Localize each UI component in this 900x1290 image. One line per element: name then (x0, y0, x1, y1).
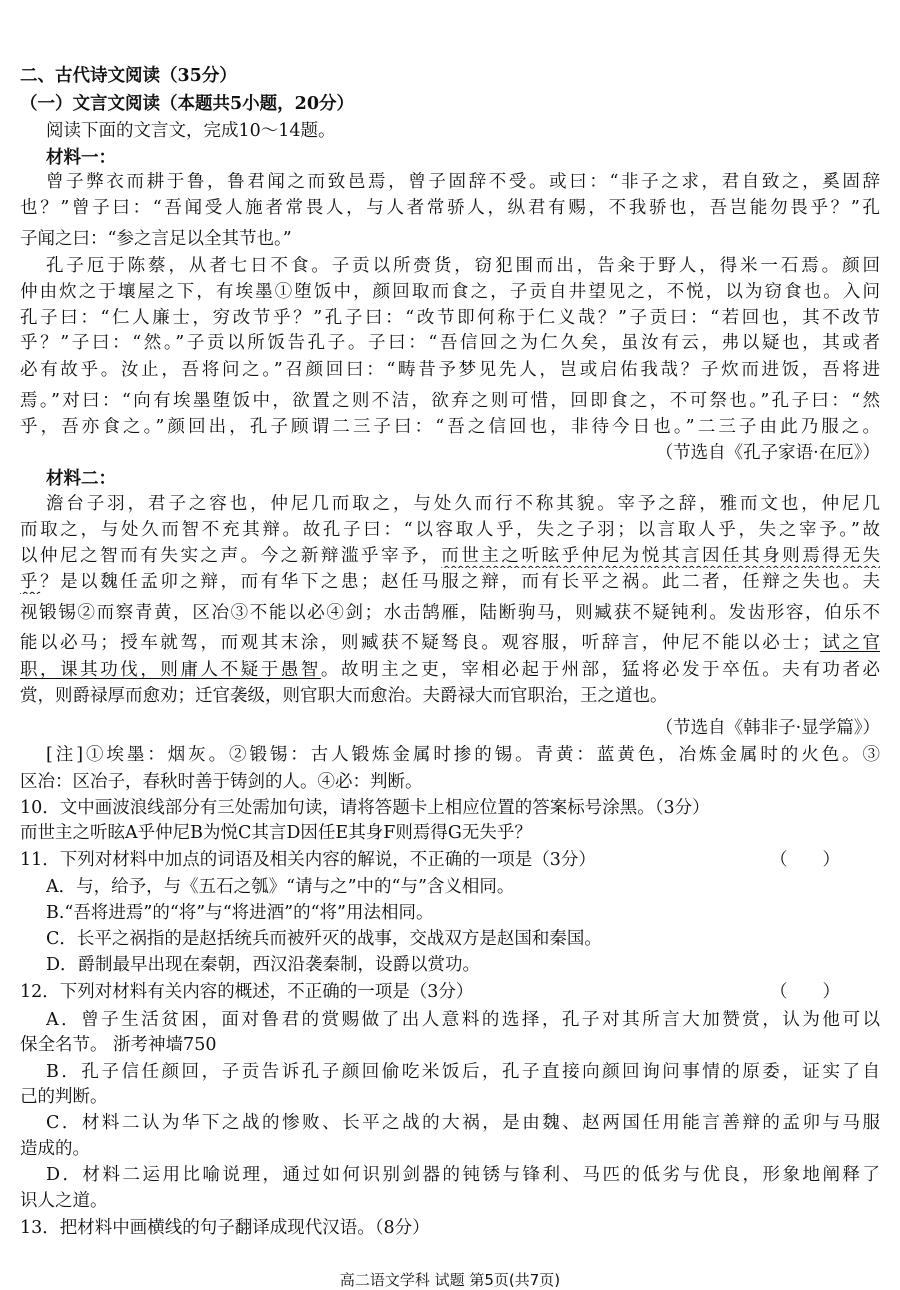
material2-label: 材料二： (46, 469, 116, 489)
material2-line: 乎？是以魏任孟卯之辩，而有华下之患；赵任马服之辩，而有长平之祸。此二者，任辩之失也。夫 (20, 572, 880, 592)
q11-option-c: C．长平之祸指的是赵括统兵而被歼灭的战事，交战双方是赵国和秦国。 (46, 929, 602, 949)
material2-line: 视锻锡②而察青黄，区冶③不能以必④剑；水击鹄雁，陆断驹马，则臧获不疑钝利。发齿形容，伯乐不 (20, 603, 880, 623)
q12-option-a-cont: 保全名节。 浙考神墙750 (20, 1035, 217, 1055)
material1-source: （节选自《孔子家语·在厄》） (655, 443, 880, 463)
underlined-text: 职，课其功伐，则庸人不疑于愚智 (20, 660, 321, 680)
material1-line: 子闻之曰：“参之言足以全其节也。” (20, 229, 292, 249)
material1-line: 必有故乎。汝止，吾将问之。”召颜回曰：“畴昔予梦见先人，岂或启佑我哉？子炊而进饭，吾将进 (20, 360, 880, 380)
material1-line: 乎？”子曰：“然。”子贡以所饭告孔子。子曰：“吾信回之为仁久矣，虽汝有云，弗以疑也，其或者 (20, 333, 880, 353)
wavy-underline-text: 乎 (20, 572, 41, 592)
question-11-stem: 11．下列对材料中加点的词语及相关内容的解说，不正确的一项是（3分） (20, 850, 596, 870)
section-title: 二、古代诗文阅读（35分） (20, 66, 237, 86)
material2-line: 而取之，与处久而智不充其辩。故孔子曰：“以容取人乎，失之子羽；以言取人乎，失之宰予。”故 (20, 520, 880, 540)
underlined-text: 试之官 (819, 633, 880, 653)
material1-line: 也？”曾子曰：“吾闻受人施者常畏人，与人者常骄人，纵君有赐，不我骄也，吾岂能勿畏乎？”孔 (20, 198, 880, 218)
q12-option-c-cont: 造成的。 (20, 1139, 90, 1159)
q12-option-d-cont: 识人之道。 (20, 1191, 108, 1211)
q12-option-b-cont: 己的判断。 (20, 1087, 108, 1107)
material1-line: 焉。”对曰：“向有埃墨堕饭中，欲置之则不洁，欲弃之则可惜，回即食之，不可祭也。”孔子曰：“然 (20, 391, 880, 411)
material1-line: 孔子曰：“仁人廉士，穷改节乎？”孔子曰：“改节即何称于仁义哉？”子贡曰：“若回也，其不改节 (20, 308, 880, 328)
notes-line: [注]①埃墨：烟灰。②锻锡：古人锻炼金属时掺的锡。青黄：蓝黄色，冶炼金属时的火色。③ (46, 745, 880, 765)
q12-option-a: A．曾子生活贫困，面对鲁君的赏赐做了出人意料的选择，孔子对其所言大加赞赏，认为他可以 (46, 1010, 880, 1030)
page-footer: 高二语文学科 试题 第5页(共7页) (339, 1271, 561, 1289)
material1-line: 乎，吾亦食之。”颜回出，孔子顾谓二三子曰：“吾之信回也，非待今日也。”二三子由此乃服之。 (20, 417, 880, 437)
material1-line: 曾子弊衣而耕于鲁，鲁君闻之而致邑焉，曾子固辞不受。或曰：“非子之求，君自致之，奚固辞 (46, 172, 880, 192)
material2-line: 赏，则爵禄厚而愈劝；迁官袭级，则官职大而愈治。夫爵禄大而官职治，王之道也。 (20, 686, 668, 706)
wavy-underline-text: 而世主之听眩乎仲尼为悦其言因任其身则焉得无失 (441, 546, 880, 566)
material2-line: 能以必马；授车就驾，而观其末涂，则臧获不疑驽良。观容服，听辞言，仲尼不能以必士；试之官 (20, 633, 880, 653)
question-10-stem: 10．文中画波浪线部分有三处需加句读，请将答题卡上相应位置的答案标号涂黑。（3分） (20, 798, 710, 818)
answer-bracket: （ ） (770, 850, 840, 870)
q12-option-b: B．孔子信任颜回，子贡告诉孔子颜回偷吃米饭后，孔子直接向颜回询问事情的原委，证实了自 (46, 1062, 880, 1082)
q11-option-a: A．与，给予，与《五石之瓠》“请与之”中的“与”含义相同。 (46, 877, 515, 897)
material1-line: 仲由炊之于壤屋之下，有埃墨①堕饭中，颜回取而食之，子贡自井望见之，不悦，以为窃食也。入问 (20, 282, 880, 302)
question-13-stem: 13．把材料中画横线的句子翻译成现代汉语。（8分） (20, 1218, 430, 1238)
material2-line: 澹台子羽，君子之容也，仲尼几而取之，与处久而行不称其貌。宰予之辞，雅而文也，仲尼几 (46, 494, 880, 514)
q12-option-c: C．材料二认为华下之战的惨败、长平之战的大祸，是由魏、赵两国任用能言善辩的孟卯与马服 (46, 1113, 880, 1133)
material1-line: 孔子厄于陈蔡，从者七日不食。子贡以所赍货，窃犯围而出，告籴于野人，得米一石焉。颜回 (46, 256, 880, 276)
question-12-stem: 12．下列对材料有关内容的概述，不正确的一项是（3分） (20, 982, 474, 1002)
answer-bracket: （ ） (770, 982, 840, 1002)
q11-option-d: D．爵制最早出现在秦朝，西汉沿袭秦制，设爵以赏功。 (46, 955, 481, 975)
notes-line: 区冶：区冶子，春秋时善于铸剑的人。④必：判断。 (20, 772, 423, 792)
section-subtitle: （一）文言文阅读（本题共5小题，20分） (20, 94, 355, 114)
material1-label: 材料一： (46, 148, 116, 168)
section-instruction: 阅读下面的文言文，完成10～14题。 (46, 121, 336, 141)
question-10-text: 而世主之听眩A乎仲尼B为悦C其言D因任E其身F则焉得G无失乎？ (20, 823, 532, 843)
q11-option-b: B.“吾将进焉”的“将”与“将进酒”的“将”用法相同。 (46, 903, 434, 923)
q12-option-d: D．材料二运用比喻说理，通过如何识别剑器的钝锈与锋利、马匹的低劣与优良，形象地阐释了 (46, 1165, 880, 1185)
material2-line: 以仲尼之智而有失实之声。今之新辩滥乎宰予，而世主之听眩乎仲尼为悦其言因任其身则焉得无失 (20, 546, 880, 566)
material2-source: （节选自《韩非子·显学篇》） (655, 718, 880, 738)
material2-line: 职，课其功伐，则庸人不疑于愚智。故明主之吏，宰相必起于州部，猛将必发于卒伍。夫有功者必 (20, 660, 880, 680)
